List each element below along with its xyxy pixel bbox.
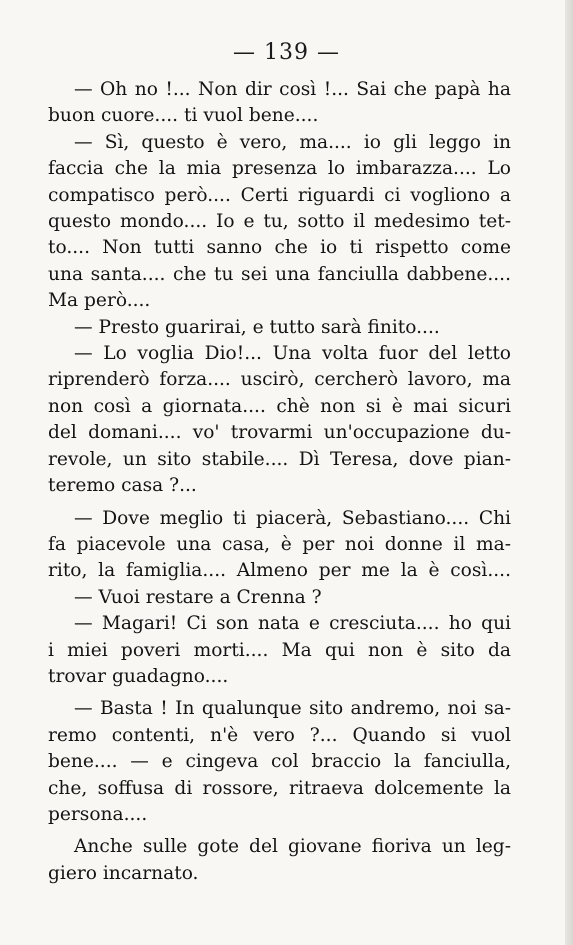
text-line: to.... Non tutti sanno che io ti rispetto come <box>48 237 511 259</box>
text-line: del domani.... vo' trovarmi un'occupazione du- <box>48 422 511 444</box>
text-line: giero incarnato. <box>48 862 199 884</box>
text-line: una santa.... che tu sei una fanciulla dabbene.... <box>48 263 511 285</box>
text-line: — Sì, questo è vero, ma.... io gli leggo in <box>74 131 511 153</box>
text-line: — Presto guarirai, e tutto sarà finito.... <box>74 316 440 338</box>
text-line: riprenderò forza.... uscirò, cercherò lavoro, ma <box>48 369 511 391</box>
text-line: rito, la famiglia.... Almeno per me la è così.... <box>48 560 511 582</box>
page-edge <box>565 0 573 945</box>
text-line: Anche sulle gote del giovane fioriva un leg- <box>74 836 511 858</box>
text-line: non così a giornata.... chè non si è mai sicuri <box>48 395 511 417</box>
text-line: Ma però.... <box>48 290 151 312</box>
text-line: — Lo voglia Dio!... Una volta fuor del letto <box>74 343 511 365</box>
page-number: — 139 — <box>233 40 340 65</box>
text-line: faccia che la mia presenza lo imbarazza.... Lo <box>48 158 511 180</box>
text-line: — Vuoi restare a Crenna ? <box>74 586 322 608</box>
text-line: teremo casa ?... <box>48 475 197 497</box>
text-line: che, soffusa di rossore, ritraeva dolcemente la <box>48 777 511 799</box>
text-line: i miei poveri morti.... Ma qui non è sito da <box>48 639 511 661</box>
body-text <box>48 77 511 887</box>
text-line: — Dove meglio ti piacerà, Sebastiano.... Chi <box>74 507 511 529</box>
text-line: buon cuore.... ti vuol bene.... <box>48 105 319 127</box>
text-line: remo contenti, n'è vero ?... Quando si vuol <box>48 724 511 746</box>
text-line: — Oh no !... Non dir così !... Sai che papà ha <box>74 79 511 100</box>
text-line: compatisco però.... Certi riguardi ci vogliono a <box>48 184 511 206</box>
text-line: revole, un sito stabile.... Dì Teresa, dove pian- <box>48 448 511 470</box>
text-line: persona.... <box>48 803 148 825</box>
text-line: questo mondo.... Io e tu, sotto il medesimo tet- <box>48 211 511 233</box>
text-line: trovar guadagno.... <box>48 665 229 687</box>
text-line: bene.... — e cingeva col braccio la fanciulla, <box>48 751 511 773</box>
text-line: fa piacevole una casa, è per noi donne il ma- <box>48 533 511 555</box>
text-line: — Magari! Ci son nata e cresciuta.... ho qui <box>74 613 511 635</box>
text-line: — Basta ! In qualunque sito andremo, noi sa- <box>74 698 511 720</box>
